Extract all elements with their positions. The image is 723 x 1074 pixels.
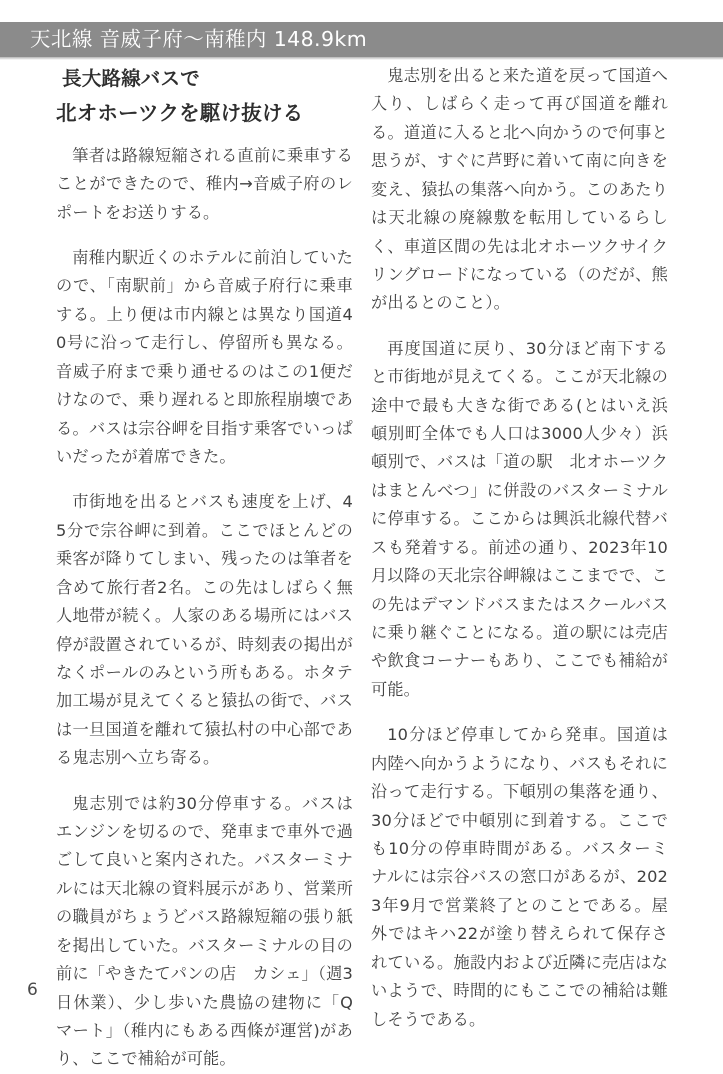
article-body [0,62,723,1069]
column-left [56,62,353,1074]
paragraph: 鬼志別では約30分停車する。バスはエンジンを切るので、発車まで車外で過ごして良いと案内された。バスターミナルには天北線の資料展示があり、営業所の職員がちょうどバス路線短縮の張り紙を掲出していた。バスターミナルの目の前に「やきたてパンの店 カシェ」（週3日休業）、少し歩いた農協の建物に「Qマート」（稚内にもある西條が運営)があり、ここで補給が可能。 [56,793,353,1069]
headline-line-1: 長大路線バスで [62,67,200,90]
page-header-band [0,22,723,57]
paragraph: 市街地を出るとバスも速度を上げ、45分で宗谷岬に到着。ここでほとんどの乗客が降りてしまい、残ったのは筆者を含めて旅行者2名。この先はしばらく無人地帯が続く。人家のある場所にはバス停が設置されているが、時刻表の掲出がなくポールのみという所もある。ホタテ加工場が見えてくると猿払の街で、バスは一旦国道を離れて猿払村の中心部である鬼志別へ立ち寄る。 [56,492,353,768]
paragraph: 10分ほど停車してから発車。国道は内陸へ向かうようになり、バスもそれに沿って走行する。下頓別の集落を通り、30分ほどで中頓別に到着する。ここでも10分の停車時間がある。バスターミナルには宗谷バスの窓口があるが、2023年9月で営業終了とのことである。屋外ではキハ22が塗り替えられて保存されている。施設内および近隣に売店はないようで、時間的にもここでの補給は難しそうである。 [371,725,668,1029]
paragraph: 筆者は路線短縮される直前に乗車することができたので、稚内→音威子府のレポートをお送りする。 [56,145,353,222]
page-number: 6 [27,980,38,1000]
headline-line-2: 北オホーツクを駆け抜ける [56,100,304,125]
header-title: 天北線 音威子府～南稚内 148.9km [30,27,368,52]
column-right [371,62,668,1034]
paragraph: 再度国道に戻り、30分ほど南下すると市街地が見えてくる。ここが天北線の途中で最も大きな街である(とはいえ浜頓別町全体でも人口は3000人少々）浜頓別で、バスは「道の駅 北オホーツクはまとんべつ」に併設のバスターミナルに停車する。ここからは興浜北線代替バスも発着する。前述の通り、2023年10月以降の天北宗谷岬線はここまでで、この先はデマンドバスまたはスクールバスに乗り継ぐことになる。道の駅には売店や飲食コーナーもあり、ここでも補給が可能。 [371,338,668,699]
article-headline [56,62,353,131]
paragraph: 鬼志別を出ると来た道を戻って国道へ入り、しばらく走って再び国道を離れる。道道に入ると北へ向かうので何事と思うが、すぐに芦野に着いて南に向きを変え、猿払の集落へ向かう。このあたりは天北線の廃線敷を転用しているらしく、車道区間の先は北オホーツクサイクリングロードになっている（のだが、熊が出るとのこと）。 [371,66,668,313]
header-shadow [0,57,723,60]
paragraph: 南稚内駅近くのホテルに前泊していたので、「南駅前」から音威子府行に乗車する。上り便は市内線とは異なり国道40号に沿って走行し、停留所も異なる。音威子府まで乗り通せるのはこの1便だけなので、乗り遅れると即旅程崩壊である。バスは宗谷岬を目指す乗客でいっぱいだったが着席できた。 [56,248,353,466]
